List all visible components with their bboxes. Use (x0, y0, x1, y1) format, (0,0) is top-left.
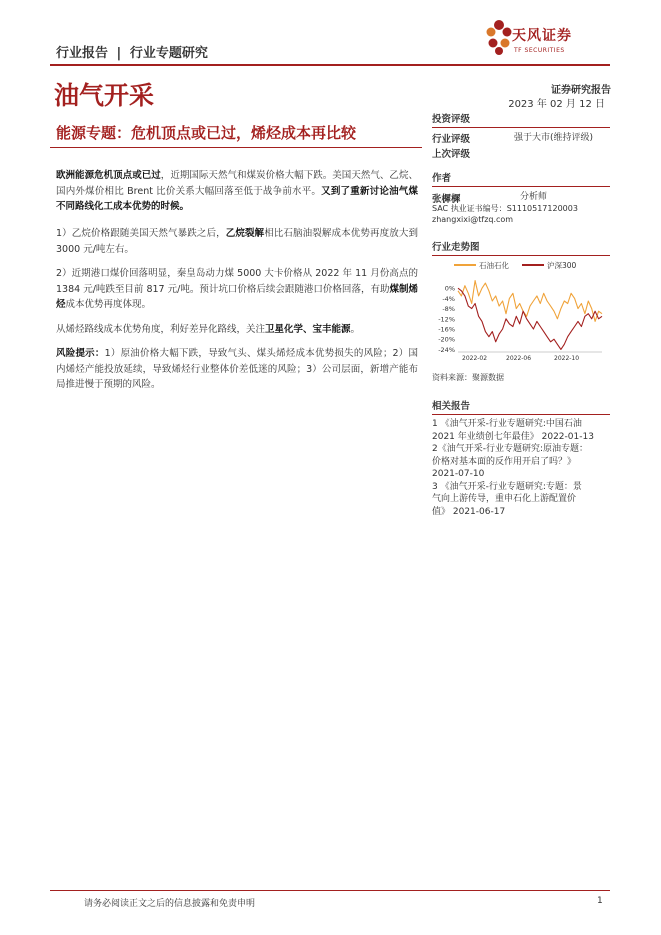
y-tick-label: 0% (444, 284, 455, 293)
footer-divider (50, 890, 610, 891)
trend-source: 资料来源：聚源数据 (432, 373, 504, 382)
related-item-line: 2《油气开采-行业专题研究:原油专题： (432, 444, 589, 454)
point-ethane-emphasis: 乙烷裂解 (225, 228, 265, 239)
industry-rating-value: 强于大市(维持评级) (514, 133, 594, 143)
recommended-stocks: 卫星化学、宝丰能源 (265, 324, 351, 335)
sac-number: S1110517120003 (506, 204, 578, 213)
related-panel (432, 398, 610, 518)
trend-panel (432, 239, 610, 256)
point-ethane-text: 1）乙烷价格跟随美国天然气暴跌之后， (56, 228, 226, 239)
related-item[interactable] (432, 481, 610, 519)
industry-title: 油气开采 (54, 81, 155, 110)
related-item[interactable] (432, 418, 610, 443)
x-tick-label: 2022-10 (554, 355, 580, 362)
point-coal-text: 2）近期港口煤价回落明显，秦皇岛动力煤 5000 大卡价格从 2022 年 11 月份高点的 1384 元/吨跌至目前 817 元/吨。预计坑口价格后续会跟随港口价格回落，有助 (56, 268, 418, 295)
rating-panel (432, 111, 610, 161)
y-tick-label: -24% (438, 345, 455, 354)
brand-english: TF SECURITIES (514, 47, 565, 54)
related-item-line: 气向上游传导，重申石化上游配置价 (432, 494, 577, 504)
summary-lead: 欧洲能源危机顶点或已过 (56, 170, 161, 181)
sac-label: SAC 执业证书编号： (432, 204, 507, 213)
series-line (458, 288, 602, 349)
y-tick-label: -16% (438, 325, 455, 334)
category-secondary: 行业专题研究 (129, 46, 208, 61)
recommendation-tail: 。 (350, 324, 361, 335)
category-primary: 行业报告 (56, 46, 109, 61)
rating-divider (432, 127, 610, 128)
point-coal-emphasis: 煤制烯烃 (56, 283, 418, 310)
legend-label: 沪深300 (547, 261, 577, 270)
report-date: 2023 年 02 月 12 日 (508, 99, 605, 110)
recommendation (56, 322, 418, 338)
report-category (56, 42, 208, 61)
risk-heading: 风险提示： (56, 348, 105, 359)
y-tick-label: -4% (442, 294, 455, 303)
series-line (458, 281, 602, 322)
brand-logo (486, 16, 616, 60)
related-list (432, 418, 610, 518)
rating-heading: 投资评级 (432, 114, 471, 125)
recommendation-text: 从烯烃路线成本优势角度，利好差异化路线，关注 (56, 324, 266, 335)
x-tick-label: 2022-02 (462, 355, 488, 362)
report-type: 证券研究报告 (551, 85, 611, 96)
report-title: 能源专题：危机顶点或已过，烯烃成本再比较 (56, 124, 357, 142)
related-item-line: 3 《油气开采-行业专题研究:专题：景 (432, 481, 582, 492)
title-divider (50, 147, 422, 148)
trend-chart (432, 256, 610, 368)
risk-warning (56, 346, 418, 393)
related-item-line: 价格对基本面的反作用开启了吗？》 (432, 456, 577, 467)
author-role: 分析师 (520, 192, 548, 202)
author-panel (432, 170, 610, 225)
related-divider (432, 414, 610, 415)
y-tick-label: -12% (438, 315, 455, 324)
related-item-line: 2021-07-10 (432, 469, 485, 479)
legend-label: 石油石化 (479, 261, 509, 270)
related-heading: 相关报告 (432, 401, 471, 412)
author-name: 张樨樨 (432, 194, 461, 205)
brand-name: 天风证券 (512, 28, 572, 44)
point-ethane (56, 226, 418, 257)
summary-emphasis: 又到了重新讨论油气煤不同路线化工成本优势的时候。 (56, 185, 418, 212)
y-tick-label: -8% (442, 305, 455, 314)
header-divider (50, 64, 610, 66)
summary-paragraph (56, 168, 418, 215)
category-separator: | (116, 46, 122, 61)
related-item-line: 值》 2021-06-17 (432, 506, 506, 517)
x-tick-label: 2022-06 (506, 355, 532, 362)
author-divider (432, 186, 610, 187)
author-heading: 作者 (432, 173, 452, 184)
point-coal (56, 266, 418, 313)
related-item[interactable] (432, 443, 610, 481)
point-ethane-tail: 相比石脑油裂解成本优势再度放大到 3000 元/吨左右。 (56, 228, 418, 255)
footer-disclaimer[interactable]: 请务必阅读正文之后的信息披露和免责申明 (84, 899, 256, 909)
related-item-line: 2021 年业绩创七年最佳》 2022-01-13 (432, 431, 594, 442)
industry-rating-label: 行业评级 (432, 134, 471, 145)
flower-logo-icon (486, 16, 512, 60)
author-email[interactable]: zhangxixi@tfzq.com (432, 215, 514, 224)
page-number: 1 (597, 896, 603, 906)
summary-text: ，近期国际天然气和煤炭价格大幅下跌。美国天然气、乙烷、国内外煤价相比 Brent 比价关系大幅回落至低于战争前水平。 (56, 170, 418, 197)
point-coal-tail: 成本优势再度体现。 (65, 299, 152, 310)
previous-rating-label: 上次评级 (432, 149, 471, 160)
y-tick-label: -20% (438, 335, 455, 344)
trend-heading: 行业走势图 (432, 242, 480, 253)
risk-text: 1）原油价格大幅下跌，导致气头、煤头烯烃成本优势损失的风险；2）国内烯烃产能投放延续，导致烯烃行业整体价差低迷的风险；3）公司层面，新增产能布局推进慢于预期的风险。 (56, 348, 418, 390)
related-item-line: 1 《油气开采-行业专题研究:中国石油 (432, 419, 582, 429)
